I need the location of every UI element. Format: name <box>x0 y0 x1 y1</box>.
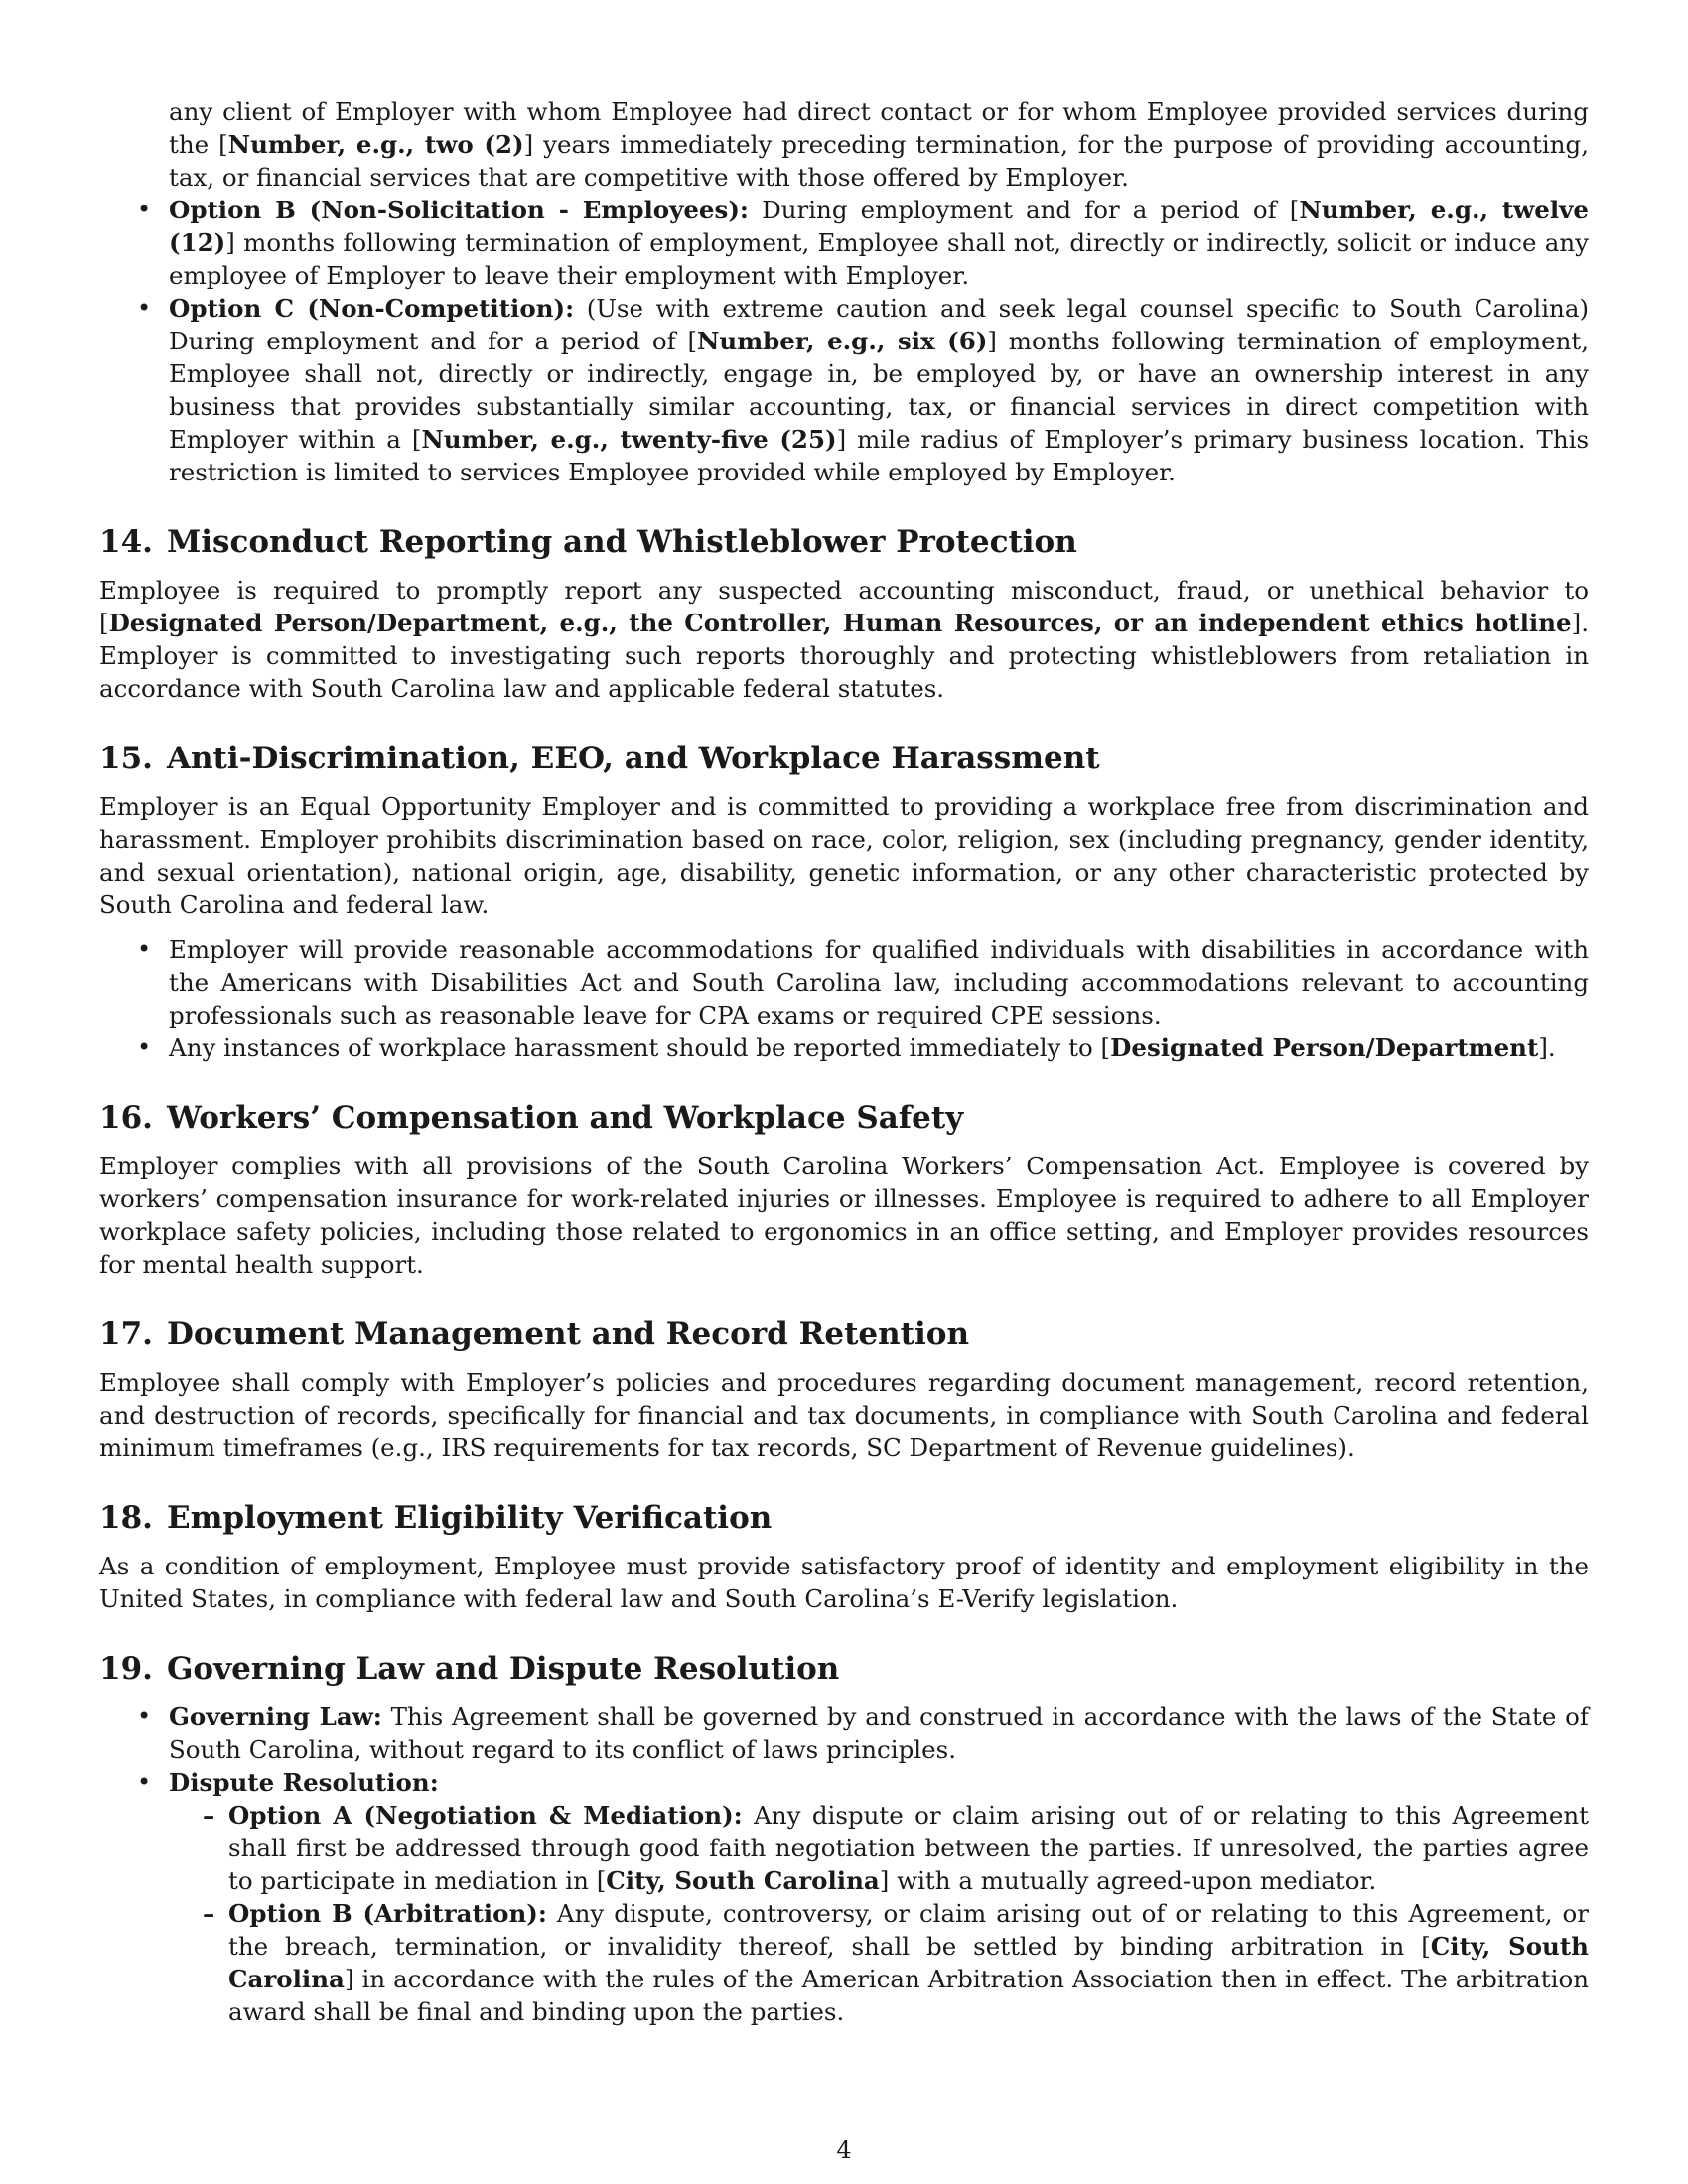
document-page <box>99 95 1589 2028</box>
text-run: ]. <box>1538 1033 1556 1062</box>
placeholder-field: City, South Carolina <box>228 1932 1589 1993</box>
section-title: Misconduct Reporting and Whistleblower Protection <box>166 524 1077 560</box>
text-run: ] years immediately preceding termination, for the purpose of providing accounting, tax, or financial services that are competitive with those offered by Employer. <box>169 130 1589 192</box>
text-run: ] mile radius of Employer’s primary business location. This restriction is limited to services Employee provided while employed by Employer. <box>169 425 1590 486</box>
section-title: Anti-Discrimination, EEO, and Workplace Harassment <box>166 741 1100 776</box>
text-run: Any dispute, controversy, or claim arising out of or relating to this Agreement, or the breach, termination, or invalidity thereof, shall be settled by binding arbitration in [ <box>228 1899 1590 1961</box>
section-title: Workers’ Compensation and Workplace Safety <box>166 1100 964 1136</box>
placeholder-field: Number, e.g., twelve (12) <box>169 196 1589 257</box>
text-run: Any dispute or claim arising out of or relating to this Agreement shall first be addressed through good faith negotiation between the parties. If unresolved, the parties agree to participate in mediation in [ <box>228 1801 1589 1895</box>
placeholder-field: Number, e.g., six (6) <box>697 327 988 355</box>
dispute-option-a <box>169 1799 1589 1897</box>
option-c-item <box>99 292 1589 488</box>
placeholder-field: Designated Person/Department <box>1110 1033 1539 1062</box>
text-run: ]. Employer is committed to investigating such reports thoroughly and protecting whistleblowers from retaliation in accordance with South Carolina law and applicable federal statutes. <box>99 609 1589 703</box>
section-title: Employment Eligibility Verification <box>166 1500 773 1536</box>
section-17 <box>99 1314 1589 1464</box>
dispute-resolution-item <box>99 1766 1589 2028</box>
section-title: Governing Law and Dispute Resolution <box>166 1651 840 1687</box>
section-number: 17. <box>99 1316 153 1352</box>
page-number: 4 <box>836 2136 852 2164</box>
text-run: ] months following termination of employment, Employee shall not, directly or indirectly, solicit or induce any employee of Employer to leave their employment with Employer. <box>169 228 1589 290</box>
option-label: Option B (Non-Solicitation - Employees): <box>169 196 749 224</box>
section-18 <box>99 1498 1589 1615</box>
section-paragraph: Employer is an Equal Opportunity Employer and is committed to providing a workplace free from discrimination and harassment. Employer prohibits discrimination based on race, color, religion, sex (including pregnancy, gender identity, and sexual orientation), national origin, age, disability, genetic information, or any other characteristic protected by South Carolina and federal law. <box>99 792 1589 919</box>
section-number: 14. <box>99 524 153 560</box>
section-paragraph: Employer complies with all provisions of the South Carolina Workers’ Compensation Act. Employee is covered by workers’ compensation insurance for work-related injuries or illnesses. Employee is required to adhere to all Employer workplace safety policies, including those related to ergonomics in an office setting, and Employer provides resources for mental health support. <box>99 1152 1589 1279</box>
restrictive-options-list <box>99 194 1589 488</box>
dispute-option-b <box>169 1897 1589 2028</box>
section-paragraph: As a condition of employment, Employee must provide satisfactory proof of identity and employment eligibility in the United States, in compliance with federal law and South Carolina’s E-Verify legislation. <box>99 1552 1589 1613</box>
section-heading <box>99 522 1589 562</box>
placeholder-field: City, South Carolina <box>606 1866 880 1895</box>
item-label: Dispute Resolution: <box>169 1768 439 1797</box>
section-19 <box>99 1649 1589 2028</box>
section-paragraph: Employee shall comply with Employer’s policies and procedures regarding document management, record retention, and destruction of records, specifically for financial and tax documents, in compliance with South Carolina and federal minimum timeframes (e.g., IRS requirements for tax records, SC Department of Revenue guidelines). <box>99 1368 1589 1462</box>
option-label: Option C (Non-Competition): <box>169 294 575 323</box>
section-number: 16. <box>99 1100 153 1136</box>
option-b-item <box>99 194 1589 292</box>
section-heading <box>99 739 1589 778</box>
text-run: During employment and for a period of [ <box>748 196 1300 224</box>
text-run: (Use with extreme caution and seek legal counsel specific to South Carolina) During employment and for a period of [ <box>169 294 1590 355</box>
section-heading <box>99 1098 1589 1138</box>
text-run: ] with a mutually agreed-upon mediator. <box>879 1866 1377 1895</box>
item-label: Governing Law: <box>169 1703 382 1731</box>
text-run: ] in accordance with the rules of the American Arbitration Association then in effect. The arbitration award shall be final and binding upon the parties. <box>228 1965 1589 2026</box>
section-16 <box>99 1098 1589 1281</box>
section-heading <box>99 1649 1589 1689</box>
option-label: Option B (Arbitration): <box>228 1899 547 1928</box>
list-item: • Employer will provide reasonable accommodations for qualified individuals with disabilities in accordance with the Americans with Disabilities Act and South Carolina law, including accommodations relevant to accounting professionals such as reasonable leave for CPA exams or required CPE sessions. <box>99 933 1589 1031</box>
section-14 <box>99 522 1589 705</box>
section-15 <box>99 739 1589 1064</box>
placeholder-field: Number, e.g., twenty-five (25) <box>421 425 837 454</box>
text-run: any client of Employer with whom Employee had direct contact or for whom Employee provided services during the [ <box>169 97 1589 159</box>
section-paragraph <box>99 574 1589 705</box>
section-heading <box>99 1314 1589 1354</box>
option-label: Option A (Negotiation & Mediation): <box>228 1801 743 1830</box>
text-run: Any instances of workplace harassment should be reported immediately to [ <box>169 1033 1111 1062</box>
list-item <box>99 1031 1589 1064</box>
section-title: Document Management and Record Retention <box>166 1316 969 1352</box>
section-number: 15. <box>99 741 153 776</box>
section-19-list <box>99 1701 1589 2028</box>
section-number: 19. <box>99 1651 153 1687</box>
governing-law-item <box>99 1701 1589 1766</box>
text-run: Employee is required to promptly report any suspected accounting misconduct, fraud, or unethical behavior to [ <box>99 576 1589 637</box>
placeholder-field: Designated Person/Department, e.g., the Controller, Human Resources, or an independent ethics hotline <box>108 609 1572 637</box>
section-number: 18. <box>99 1500 153 1536</box>
section-15-list <box>99 933 1589 1064</box>
option-a-continued <box>99 95 1589 194</box>
placeholder-field: Number, e.g., two (2) <box>227 130 524 159</box>
section-heading <box>99 1498 1589 1538</box>
text-run: This Agreement shall be governed by and construed in accordance with the laws of the State of South Carolina, without regard to its conflict of laws principles. <box>169 1703 1589 1764</box>
text-run: ] months following termination of employment, Employee shall not, directly or indirectly, engage in, be employed by, or have an ownership interest in any business that provides substantially similar accounting, tax, or financial services in direct competition with Employer within a [ <box>169 327 1589 454</box>
dispute-options-list <box>169 1799 1589 2028</box>
